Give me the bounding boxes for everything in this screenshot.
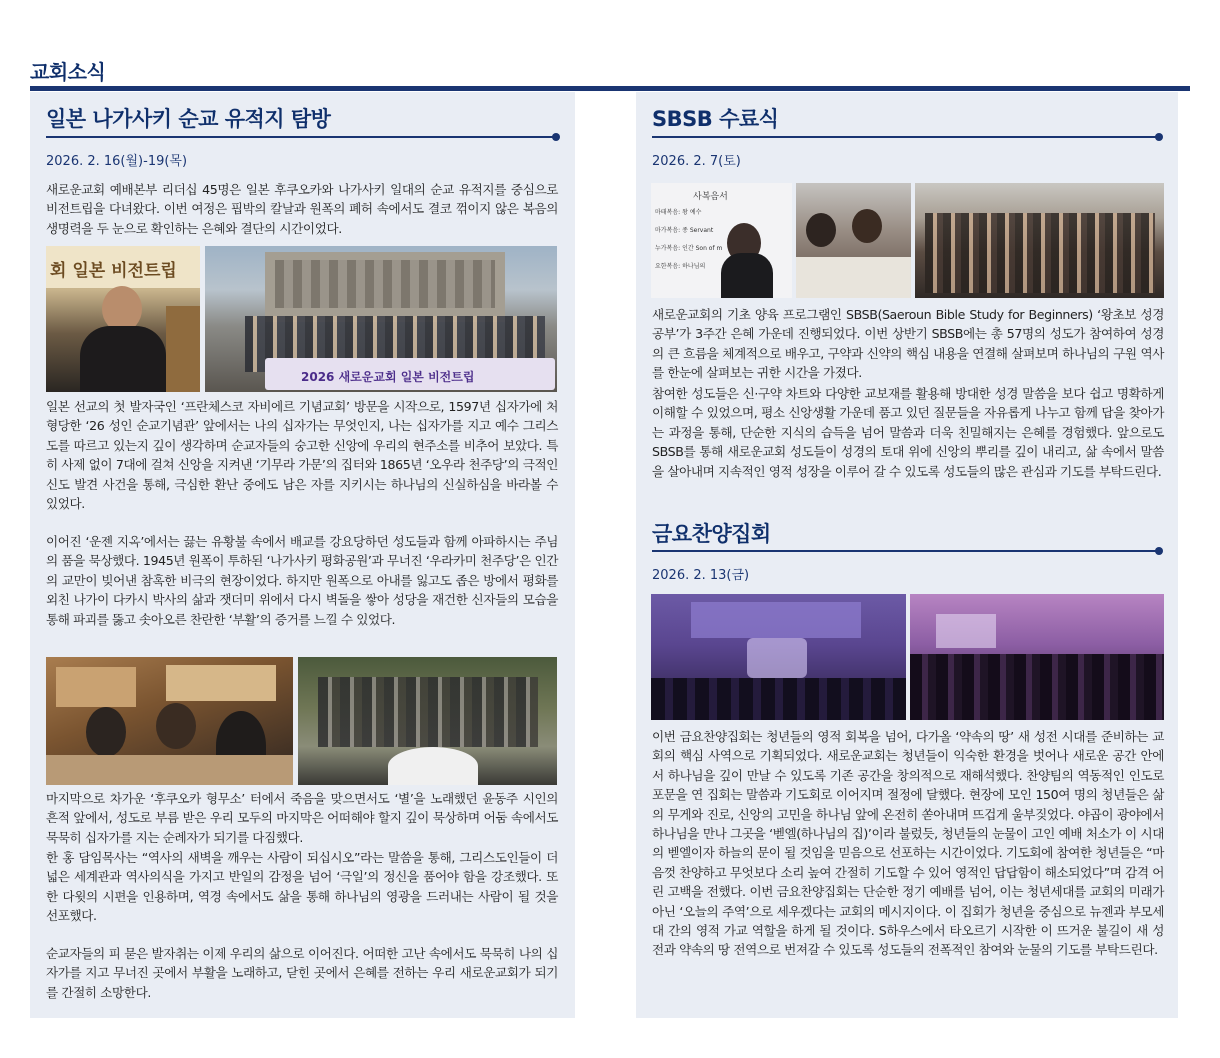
article-date: 2026. 2. 13(금) [652, 568, 750, 583]
body-paragraph-4: 한 홍 담임목사는 “역사의 새벽을 깨우는 사람이 되십시오”라는 말씀을 통해, 그리스도인들이 더 넓은 세계관과 역사의식을 가지고 반일의 감정을 넘어 ‘극일’의 정신을 품어야 함을 강조했다. 또한 다윗의 시편을 인용하며, 역경 속에서도 삶을 통해 하나님의 영광을 드러내는 사람이 될 것을 선포했다. [46, 850, 558, 924]
sbsb-paragraph-1: 새로운교회의 기초 양육 프로그램인 SBSB(Saeroun Bible Study for Beginners) ‘왕초보 성경공부’가 3주간 은혜 가운데 진행되었다. 이번 상반기 SBSB에는 총 57명의 성도가 참여하여 성경의 큰 흐름을 체계적으로 배우고, 구약과 신약의 핵심 내용을 연결해 살펴보며 하나님의 구원 역사를 한눈에 살펴보는 귀한 시간을 가졌다. [652, 307, 1164, 381]
photo-group-banner: 2026 새로운교회 일본 비전트립 [301, 370, 475, 384]
photo-speaker [46, 246, 200, 392]
photo-museum-visit [46, 657, 293, 785]
slide-title: 사복음서 [693, 192, 728, 202]
sbsb-paragraph-2: 참여한 성도들은 신·구약 차트와 다양한 교보재를 활용해 방대한 성경 말씀을 보다 쉽고 명확하게 이해할 수 있었으며, 평소 신앙생활 가운데 품고 있던 질문들을 자유롭게 나누고 함께 답을 찾아가는 과정을 통해, 단순한 지식의 습득을 넘어 말씀과 더욱 친밀해지는 은혜를 경험했다. 앞으로도 SBSB를 통해 새로운교회 성도들이 성경의 토대 위에 신앙의 뿌리를 깊이 내리고, 삶 속에서 말씀을 살아내며 지속적인 영적 성장을 이루어 갈 수 있도록 성도들의 많은 관심과 기도를 부탁드린다. [652, 386, 1164, 479]
slide-item: 누가복음: 인간 Son of m [655, 245, 723, 252]
article-title-sbsb: SBSB 수료식 [652, 107, 779, 131]
worship-paragraph: 이번 금요찬양집회는 청년들의 영적 회복을 넘어, 다가올 ‘약속의 땅’ 새 성전 시대를 준비하는 교회의 핵심 사역으로 기획되었다. 새로운교회는 청년들이 익숙한 환경을 벗어나 새로운 공간 안에서 하나님을 깊이 만날 수 있도록 기존 공간을 창의적으로 재해석했다. 찬양팀의 역동적인 인도로 포문을 연 집회는 말씀과 기도회로 이어지며 절정에 달했다. 현장에 모인 150여 명의 청년들은 삶의 무게와 진로, 신앙의 고민을 하나님 앞에 온전히 쏟아내며 뜨겁게 울부짖었다. 야곱이 광야에서 하나님을 만나 그곳을 ‘벧엘(하나님의 집)’이라 불렀듯, 청년들의 눈물이 고인 예배 처소가 이 시대의 벧엘이자 하늘의 문이 될 것임을 믿음으로 선포하는 시간이었다. 기도회에 참여한 청년들은 “마음껏 찬양하고 무엇보다 소리 높여 간절히 기도할 수 있어 영적인 답답함이 해소되었다”며 감격 어린 고백을 전했다. 이번 금요찬양집회는 단순한 정기 예배를 넘어, 이는 청년세대를 교회의 미래가 아닌 ‘오늘의 주역’으로 세우겠다는 교회의 메시지이다. 이 집회가 청년을 중심으로 뉴젠과 부모세대 간의 영적 가교 역할을 하게 될 것이다. S하우스에서 타오르기 시작한 이 뜨거운 불길이 새 성전과 약속의 땅 전역으로 번져갈 수 있도록 성도들의 전폭적인 참여와 눈물의 기도를 부탁드린다. [652, 729, 1164, 958]
article-date: 2026. 2. 16(월)-19(목) [46, 154, 188, 169]
slide-item: 요한복음: 하나님의 [655, 263, 706, 270]
title-rule [46, 136, 556, 138]
article-title-nagasaki: 일본 나가사키 순교 유적지 탐방 [46, 107, 331, 131]
section-label: 교회소식 [30, 60, 106, 84]
photo-worship-crowd [910, 594, 1164, 720]
photo-study-table [796, 183, 911, 298]
header-divider [30, 86, 1190, 91]
photo-banner-text: 회 일본 비전트립 [50, 261, 177, 281]
photo-sbsb-group [915, 183, 1164, 298]
body-paragraph-1: 일본 선교의 첫 발자국인 ‘프란체스코 자비에르 기념교회’ 방문을 시작으로, 1597년 십자가에 처형당한 ‘26 성인 순교기념관’ 앞에서는 나의 십자가는 무엇인지, 나는 십자가를 지고 예수 그리스도를 따르고 있는지 깊이 생각하며 순교자들의 숭고한 신앙에 우리의 현주소를 비추어 보았다. 특히 사제 없이 7대에 걸쳐 신앙을 지켜낸 ‘기무라 가문’의 집터와 1865년 ‘오우라 천주당’의 극적인 신도 발견 사건을 통해, 극심한 환난 중에도 남은 자를 지키시는 하나님의 신실하심을 바라볼 수 있었다. [46, 399, 558, 512]
body-paragraph-5: 순교자들의 피 묻은 발자취는 이제 우리의 삶으로 이어진다. 어떠한 고난 속에서도 묵묵히 나의 십자가를 지고 무너진 곳에서 부활을 노래하고, 닫힌 곳에서 은혜를 전하는 우리 새로운교회가 되기를 간절히 소망한다. [46, 946, 558, 1000]
title-rule [652, 136, 1159, 138]
slide-item: 마가복음: 종 Servant [655, 227, 714, 234]
intro-paragraph: 새로운교회 예배본부 리더십 45명은 일본 후쿠오카와 나가사키 일대의 순교 유적지를 중심으로 비전트립을 다녀왔다. 이번 여정은 핍박의 칼날과 원폭의 폐허 속에서도 결코 꺾이지 않은 복음의 생명력을 두 눈으로 확인하는 은혜와 결단의 시간이었다. [46, 182, 558, 236]
top-band [0, 0, 1220, 92]
slide-item: 마태복음: 왕 예수 [655, 209, 702, 216]
body-paragraph-2: 이어진 ‘운젠 지옥’에서는 끓는 유황불 속에서 배교를 강요당하던 성도들과 함께 아파하시는 주님의 품을 묵상했다. 1945년 원폭이 투하된 ‘나가사키 평화공원’과 무너진 ‘우라카미 천주당’은 인간의 교만이 빚어낸 참혹한 비극의 현장이었다. 하지만 원폭으로 아내를 잃고도 좁은 방에서 평화를 외친 나가이 다카시 박사의 삶과 잿더미 위에서 다시 벽돌을 쌓아 성당을 재건한 신자들의 모습을 통해 파괴를 뚫고 솟아오른 찬란한 ‘부활’의 증거를 느낄 수 있었다. [46, 534, 558, 627]
title-rule [652, 550, 1159, 552]
photo-lecture-slide [651, 183, 792, 298]
article-title-worship: 금요찬양집회 [652, 522, 771, 546]
photo-group-monument [205, 246, 557, 392]
article-date: 2026. 2. 7(토) [652, 154, 741, 169]
photo-worship-stage [651, 594, 906, 720]
photo-forest-memorial [298, 657, 557, 785]
body-paragraph-3: 마지막으로 차가운 ‘후쿠오카 형무소’ 터에서 죽음을 맞으면서도 ‘별’을 노래했던 윤동주 시인의 흔적 앞에서, 성도로 부름 받은 우리 모두의 마지막은 어떠해야 할지 깊이 묵상하며 어둠 속에서도 묵묵히 십자가를 지는 순례자가 되기를 다짐했다. [46, 791, 558, 845]
